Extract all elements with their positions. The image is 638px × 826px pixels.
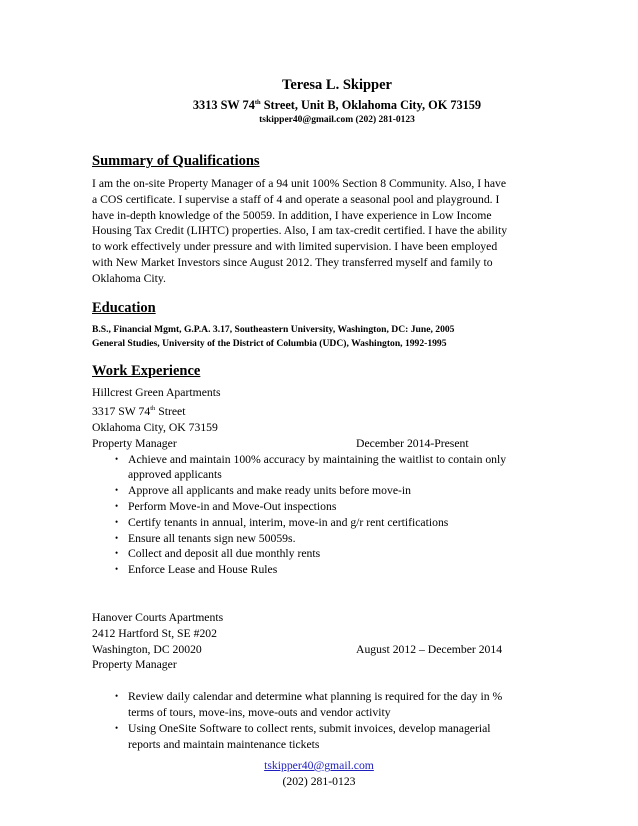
list-item	[115, 452, 552, 484]
job-company: Hillcrest Green Apartments	[92, 386, 221, 400]
job-street: 2412 Hartford St, SE #202	[92, 626, 217, 640]
duty-text: Perform Move-in and Move-Out inspections	[128, 499, 337, 513]
list-item	[115, 483, 552, 499]
bullet-icon: •	[115, 485, 119, 496]
list-item	[115, 499, 552, 515]
candidate-contact: tskipper40@gmail.com (202) 281-0123	[259, 115, 415, 125]
summary-line: with New Market Investors since August 2012. They transferred myself and family to	[92, 255, 493, 269]
bullet-icon: •	[115, 564, 119, 575]
page-footer	[0, 758, 638, 790]
duty-text: approved applicants	[128, 468, 222, 482]
resume-page	[92, 76, 552, 752]
list-item	[115, 531, 552, 547]
duty-text: Achieve and maintain 100% accuracy by maintaining the waitlist to contain only	[128, 452, 507, 466]
summary-line: to work effectively under pressure and with limited supervision. I have been employed	[92, 240, 498, 254]
summary-text	[92, 176, 552, 287]
job-role-line	[92, 436, 552, 452]
education-title: Education	[92, 299, 156, 316]
job-street	[92, 401, 552, 420]
candidate-name: Teresa L. Skipper	[282, 77, 392, 93]
footer-phone: (202) 281-0123	[282, 774, 356, 788]
summary-line: I am the on-site Property Manager of a 94 unit 100% Section 8 Community. Also, I have	[92, 177, 507, 190]
bullet-icon: •	[115, 500, 119, 511]
summary-line: Housing Tax Credit (LIHTC) properties. Also, I am tax-credit certified. I have the ability	[92, 224, 508, 238]
duty-text: Using OneSite Software to collect rents, submit invoices, develop managerial	[128, 721, 491, 735]
job-city: Washington, DC 20020	[92, 642, 202, 656]
address-superscript: th	[254, 99, 261, 106]
list-item	[115, 721, 552, 753]
education-list	[92, 323, 552, 352]
duty-text: Certify tenants in annual, interim, move-in and g/r rent certifications	[128, 515, 449, 529]
summary-title: Summary of Qualifications	[92, 153, 260, 169]
duty-text: reports and maintain maintenance tickets	[128, 737, 320, 751]
duty-text: Approve all applicants and make ready units before move-in	[128, 484, 411, 498]
job-street-superscript: th	[150, 405, 156, 413]
list-item	[115, 515, 552, 531]
job-street-rest: Street	[155, 405, 186, 419]
job-duties	[92, 452, 552, 578]
job-street-number: 3317 SW 74	[92, 405, 151, 419]
summary-line: have in-depth knowledge of the 50059. In addition, I have experience in Low Income	[92, 208, 492, 222]
footer-email-link[interactable]: tskipper40@gmail.com	[264, 759, 374, 772]
bullet-icon: •	[115, 532, 119, 543]
summary-line: a COS certificate. I supervise a staff of 4 and operate a seasonal pool and playground. I	[92, 192, 500, 206]
summary-line: Oklahoma City.	[92, 271, 166, 285]
bullet-icon: •	[115, 722, 119, 733]
job-company: Hanover Courts Apartments	[92, 610, 224, 624]
bullet-icon: •	[115, 691, 119, 702]
job-role: Property Manager	[92, 658, 177, 672]
duty-text: Ensure all tenants sign new 50059s.	[128, 531, 296, 545]
job-dates: August 2012 – December 2014	[356, 642, 503, 656]
job-hanover	[92, 610, 552, 752]
list-item	[115, 562, 552, 578]
list-item	[115, 546, 552, 562]
duty-text: Review daily calendar and determine what planning is required for the day in %	[128, 690, 503, 704]
bullet-icon: •	[115, 516, 119, 527]
duty-text: terms of tours, move-ins, move-outs and vendor activity	[128, 705, 391, 719]
job-dates: December 2014-Present	[356, 436, 469, 450]
job-role: Property Manager	[92, 436, 177, 450]
job-city-line	[92, 642, 552, 658]
resume-header	[92, 76, 552, 127]
job-city: Oklahoma City, OK 73159	[92, 420, 218, 434]
list-item	[115, 689, 552, 721]
address-rest: Street, Unit B, Oklahoma City, OK 73159	[260, 98, 482, 112]
job-hillcrest	[92, 385, 552, 578]
duty-text: Enforce Lease and House Rules	[128, 563, 278, 577]
duty-text: Collect and deposit all due monthly rents	[128, 547, 321, 561]
work-title: Work Experience	[92, 363, 201, 380]
education-entry: B.S., Financial Mgmt, G.P.A. 3.17, Southeastern University, Washington, DC: June, 2005	[92, 323, 455, 335]
candidate-address	[122, 94, 552, 114]
address-number: 3313 SW 74	[192, 98, 255, 112]
bullet-icon: •	[115, 453, 119, 464]
education-entry: General Studies, University of the District of Columbia (UDC), Washington, 1992-1995	[92, 337, 447, 349]
bullet-icon: •	[115, 548, 119, 559]
job-duties	[92, 689, 552, 752]
